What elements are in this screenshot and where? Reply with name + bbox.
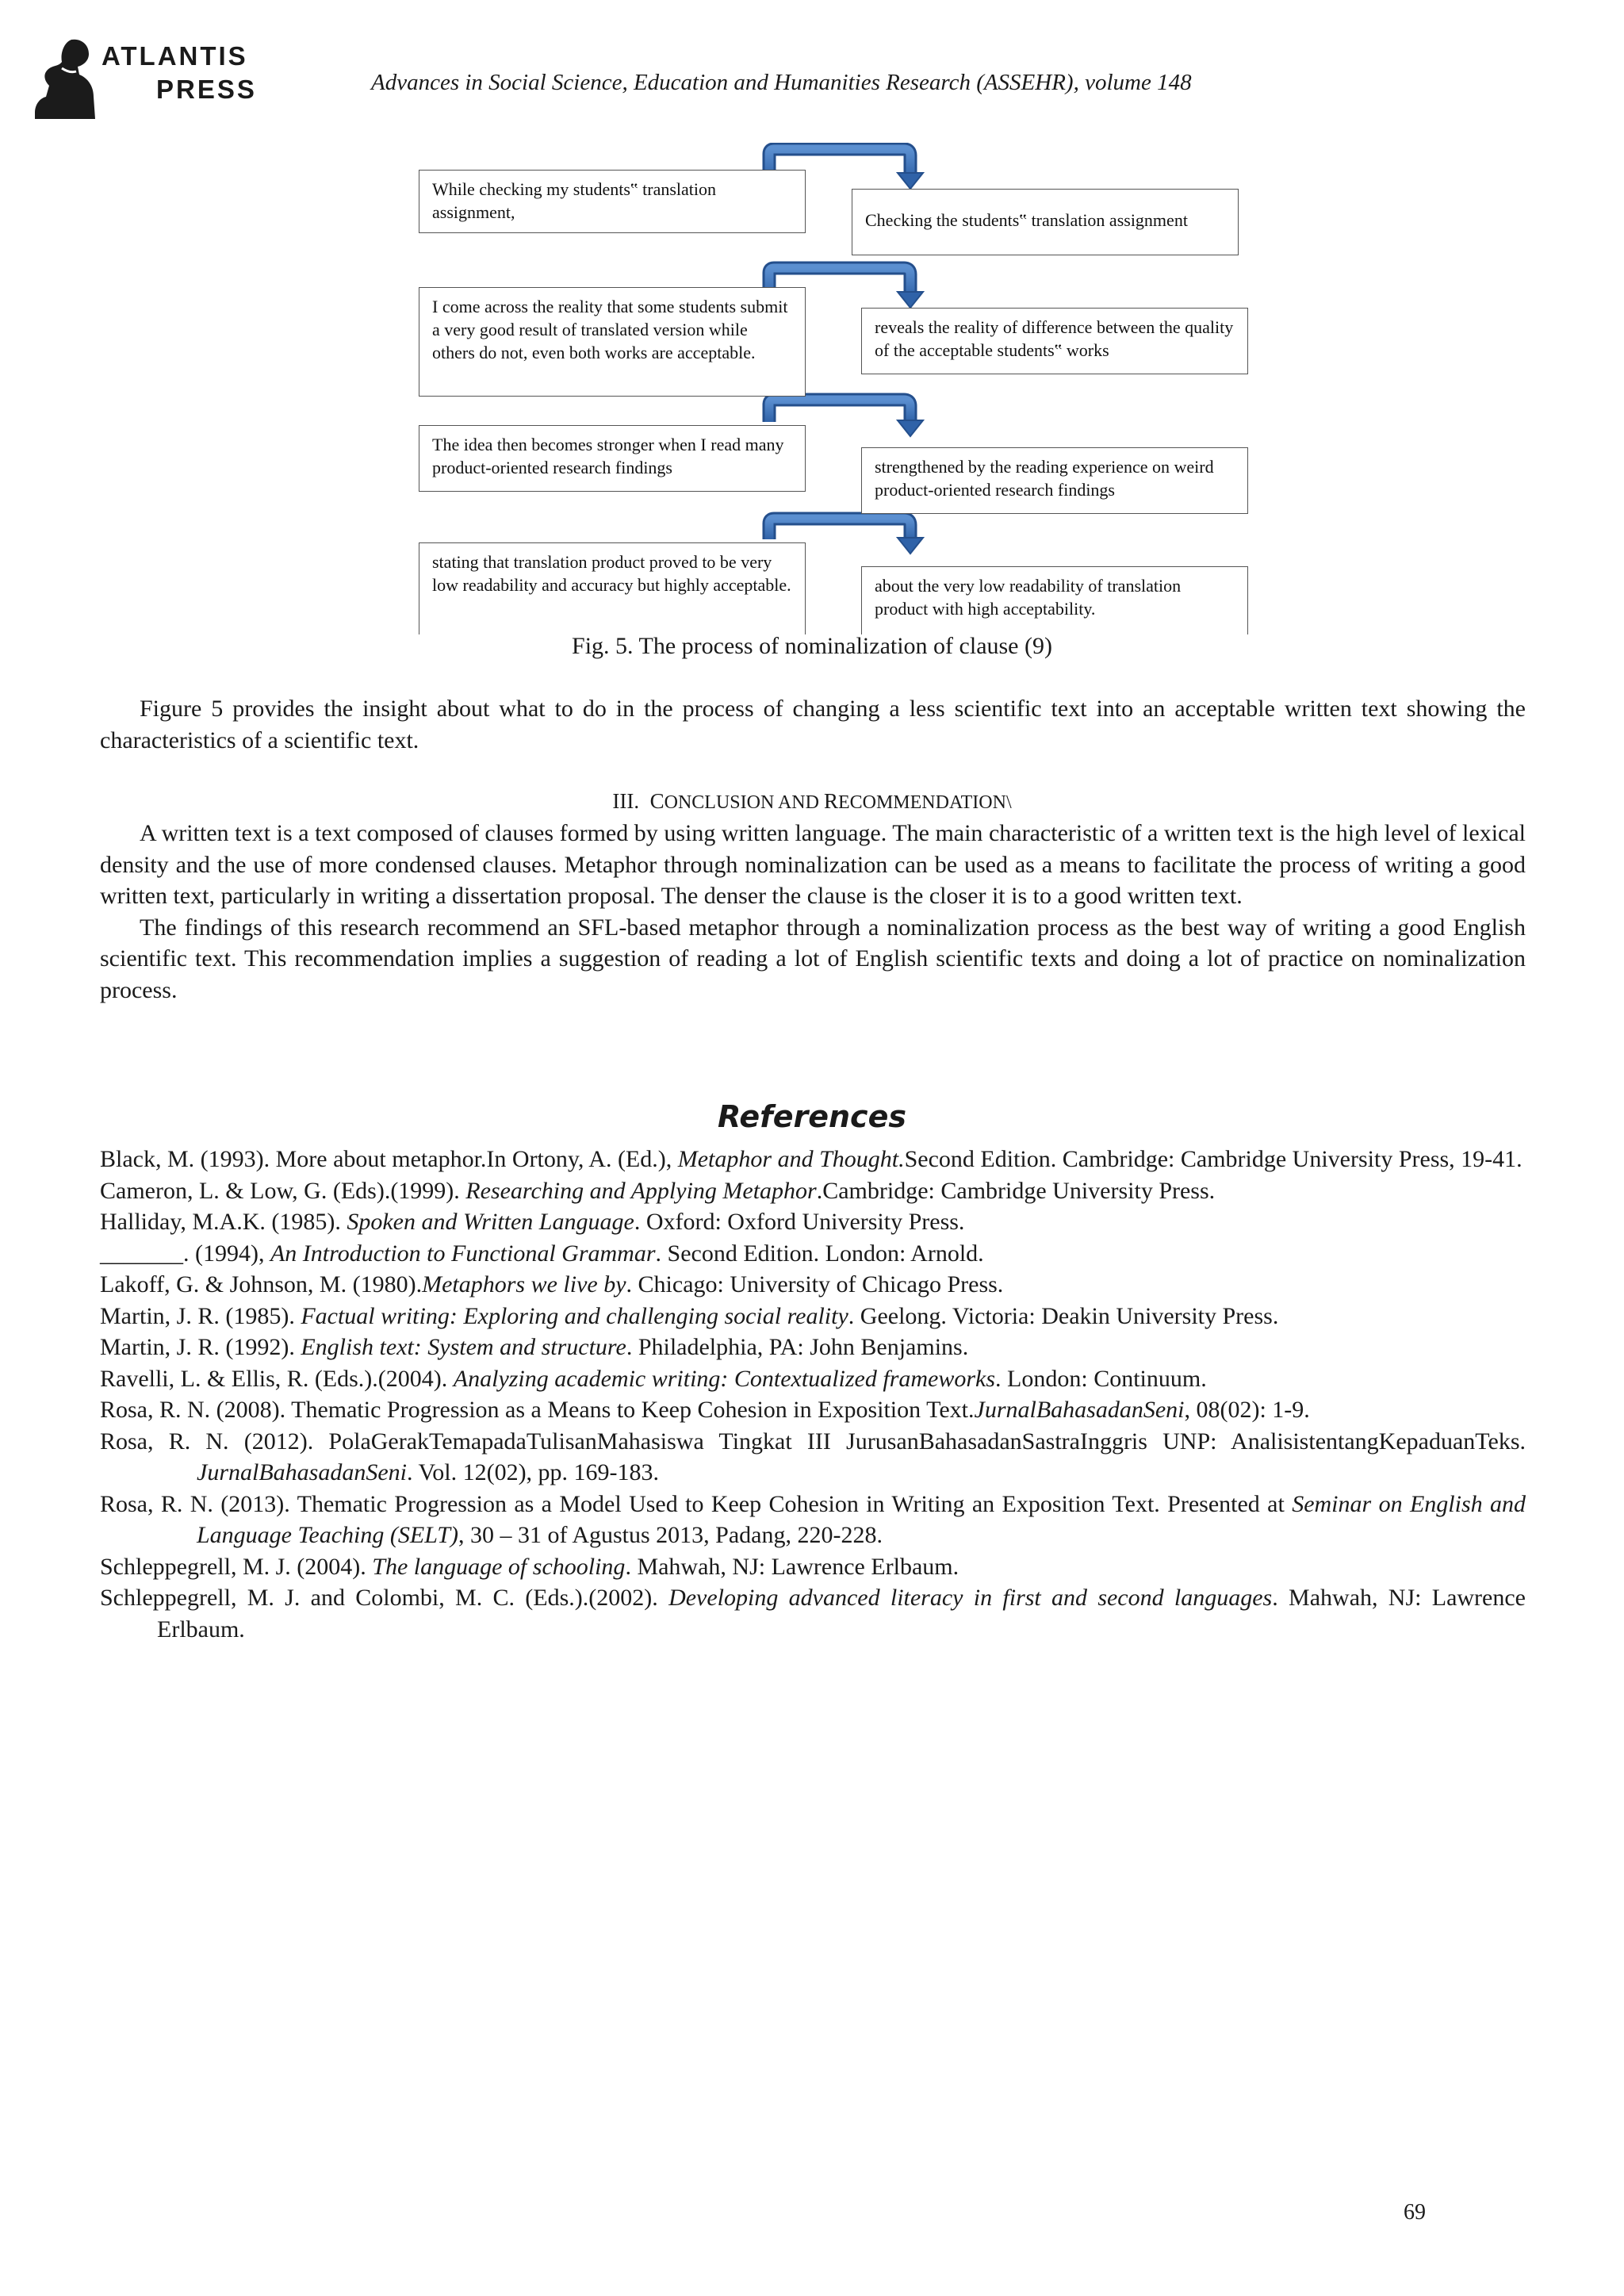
flow-box-right-1: Checking the students‟ translation assignment [852, 189, 1239, 255]
reference-item: _______. (1994), An Introduction to Functional Grammar. Second Edition. London: Arnold. [100, 1240, 984, 1267]
references-heading: References [718, 1099, 906, 1134]
atlantis-press-logo [32, 36, 257, 124]
flow-box-right-3: strengthened by the reading experience on weird product-oriented research findings [861, 447, 1248, 514]
reference-item: Martin, J. R. (1992). English text: System and structure. Philadelphia, PA: John Benjamins. [100, 1334, 969, 1360]
journal-title: Advances in Social Science, Education and Humanities Research (ASSEHR), volume 148 [371, 70, 1192, 95]
reference-item: Rosa, R. N. (2012). PolaGerakTemapadaTulisanMahasiswa Tingkat III JurusanBahasadanSastraInggris UNP: AnalisistentangKepaduanTeks. JurnalBahasadanSeni. Vol. 12(02), pp. 169-183. [100, 1428, 1526, 1485]
flow-box-left-4: stating that translation product proved to be very low readability and accuracy but highly acceptable. [419, 542, 806, 634]
figure-caption: Fig. 5. The process of nominalization of clause (9) [572, 633, 1052, 659]
reference-item: Rosa, R. N. (2013). Thematic Progression as a Model Used to Keep Cohesion in Writing an Exposition Text. Presented at Seminar on English and Language Teaching (SELT), 30 – 31 of Agustus 2013, Padang, 220-228. [100, 1490, 1526, 1548]
flow-box-left-2: I come across the reality that some students submit a very good result of translated version while others do not, even both works are acceptable. [419, 287, 806, 397]
reference-item: Lakoff, G. & Johnson, M. (1980).Metaphors we live by. Chicago: University of Chicago Press. [100, 1271, 1004, 1297]
reference-item: Cameron, L. & Low, G. (Eds).(1999). Researching and Applying Metaphor.Cambridge: Cambridge University Press. [100, 1177, 1216, 1204]
paragraph: The findings of this research recommend an SFL-based metaphor through a nominalization process as the best way of writing a good English scientific text. This recommendation implies a suggestion of reading a lot of English scientific texts and doing a lot of practice on nominalization process. [100, 914, 1526, 1003]
paragraph: A written text is a text composed of clauses formed by using written language. The main characteristic of a written text is the high level of lexical density and the use of more condensed clauses. Metaphor through nominalization can be used as a means to facilitate the process of writing a good written text, particularly in writing a dissertation proposal. The denser the clause is the closer it is to a good written text. [100, 820, 1526, 909]
flow-box-right-2: reveals the reality of difference between the quality of the acceptable students‟ works [861, 308, 1248, 374]
thinker-logo-icon [32, 36, 103, 124]
reference-list [100, 1144, 1526, 1645]
reference-item: Schleppegrell, M. J. and Colombi, M. C. (Eds.).(2002). Developing advanced literacy in first and second languages. Mahwah, NJ: Lawrence Erlbaum. [100, 1585, 1526, 1642]
reference-item: Martin, J. R. (1985). Factual writing: Exploring and challenging social reality. Geelong. Victoria: Deakin University Press. [100, 1302, 1279, 1329]
conclusion-body [100, 818, 1526, 1006]
heading-part-1: ONCLUSION AND [664, 792, 824, 813]
section-heading [0, 789, 1624, 814]
reference-item: Rosa, R. N. (2008). Thematic Progression as a Means to Keep Cohesion in Exposition Text.JurnalBahasadanSeni, 08(02): 1-9. [100, 1397, 1310, 1423]
reference-item: Schleppegrell, M. J. (2004). The language of schooling. Mahwah, NJ: Lawrence Erlbaum. [100, 1553, 959, 1580]
flow-box-left-3: The idea then becomes stronger when I read many product-oriented research findings [419, 425, 806, 492]
heading-initial-c: C [649, 789, 665, 813]
figure-discussion [100, 693, 1526, 756]
section-number: III. [612, 789, 640, 813]
reference-item: Halliday, M.A.K. (1985). Spoken and Written Language. Oxford: Oxford University Press. [100, 1209, 965, 1235]
paragraph: Figure 5 provides the insight about what to do in the process of changing a less scientific text into an acceptable written text showing the characteristics of a scientific text. [100, 696, 1526, 753]
reference-item: Black, M. (1993). More about metaphor.In Ortony, A. (Ed.), Metaphor and Thought.Second Edition. Cambridge: Cambridge University Press, 19-41. [100, 1146, 1522, 1172]
flow-box-left-1: While checking my students‟ translation assignment, [419, 170, 806, 233]
reference-item: Ravelli, L. & Ellis, R. (Eds.).(2004). Analyzing academic writing: Contextualized frameworks. London: Continuum. [100, 1365, 1207, 1392]
figure-5 [412, 143, 1253, 634]
page-number: 69 [1404, 2200, 1426, 2225]
flow-box-right-4: about the very low readability of translation product with high acceptability. [861, 566, 1248, 634]
logo-text-press: PRESS [156, 75, 257, 104]
logo-text-atlantis: ATLANTIS [102, 41, 248, 71]
heading-initial-r: R [823, 789, 838, 813]
heading-part-2: ECOMMENDATION\ [837, 792, 1012, 813]
